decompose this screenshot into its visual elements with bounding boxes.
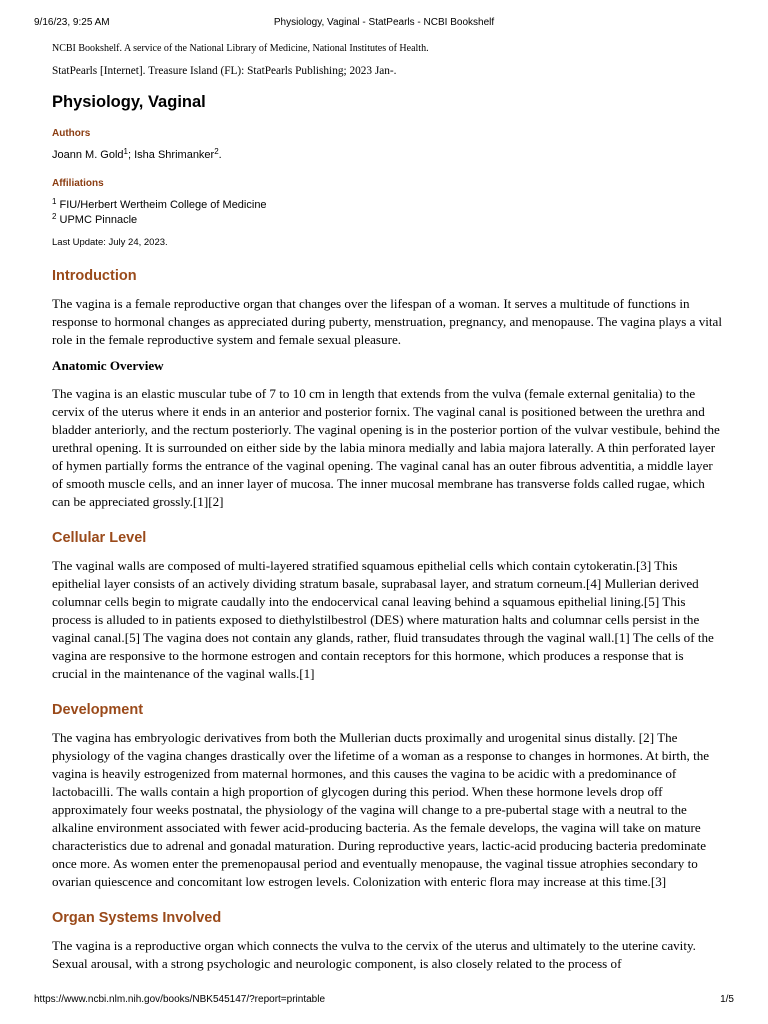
- authors-list: [52, 148, 722, 162]
- authors-end: .: [218, 149, 222, 161]
- print-page-title: Physiology, Vaginal - StatPearls - NCBI Bookshelf: [273, 17, 495, 28]
- section-heading-organ-systems: Organ Systems Involved: [52, 910, 222, 926]
- page-title: Physiology, Vaginal: [52, 93, 206, 111]
- authors-heading: Authors: [52, 128, 91, 139]
- author-name[interactable]: Isha Shrimanker: [134, 149, 215, 161]
- affiliation-text: FIU/Herbert Wertheim College of Medicine: [56, 199, 267, 211]
- author-name[interactable]: Joann M. Gold: [52, 149, 124, 161]
- print-header: [34, 17, 734, 31]
- affiliation-ref: 1: [123, 147, 128, 156]
- affiliation-text: UPMC Pinnacle: [56, 214, 138, 226]
- affiliation-number: 2: [52, 212, 57, 221]
- section-heading-introduction: Introduction: [52, 268, 137, 284]
- section-heading-development: Development: [52, 702, 144, 718]
- print-page-number: 1/5: [720, 994, 734, 1005]
- affiliation-item: [52, 213, 722, 228]
- last-update: Last Update: July 24, 2023.: [52, 237, 168, 248]
- affiliation-ref: 2: [214, 147, 219, 156]
- anatomic-overview-paragraph: The vagina is an elastic muscular tube of 7 to 10 cm in length that extends from the vulva (female external genitalia) to the cervix of the uterus where it ends in an anterior and posterior fornix. The vaginal canal is positioned between the urethra and bladder anteriorly, and the rectum posteriorly. The vaginal opening is in the posterior portion of the vulvar vestibule, behind the urethral opening. It is surrounded on either side by the labia minora medially and labia majora laterally. A thin perforated layer of hymen partially forms the entrance of the vaginal opening. The vaginal canal has an outer fibrous adventitia, a middle layer of smooth muscle cells, and an inner layer of mucosa. The inner mucosal membrane has transverse folds called rugae, which can be appreciated grossly.[1][2]: [52, 386, 720, 509]
- introduction-paragraph: The vagina is a female reproductive organ that changes over the lifespan of a woman. It serves a multitude of functions in response to hormonal changes as appreciated during puberty, menstruation, pregnancy, and menopause. The vagina plays a vital role in the female reproductive system and female sexual pleasure.: [52, 296, 722, 347]
- section-heading-cellular: Cellular Level: [52, 530, 147, 546]
- affiliation-number: 1: [52, 197, 57, 206]
- author-separator: ;: [128, 149, 135, 161]
- print-datetime: 9/16/23, 9:25 AM: [34, 17, 110, 28]
- document-body: [52, 42, 722, 973]
- cellular-paragraph: The vaginal walls are composed of multi-layered stratified squamous epithelial cells which contain cytokeratin.[3] This epithelial layer consists of an actively dividing stratum basale, suprabasal layer, and stratum corneum.[4] Mullerian derived columnar cells begin to migrate caudally into the endocervical canal leaving behind a squamous epithelial lining.[5] This process is alluded to in patients exposed to diethylstilbestrol (DES) where maturation halts and columnar cells persist in the vaginal canal.[5] The vagina does not contain any glands, rather, fluid transudates through the vaginal wall.[1] The cells of the vagina are responsive to the hormone estrogen and contain receptors for this hormone, which produces a response that is crucial in the maintenance of the vaginal walls.[1]: [52, 558, 714, 681]
- affiliations-heading: Affiliations: [52, 178, 104, 189]
- affiliation-item: [52, 198, 722, 213]
- print-url: https://www.ncbi.nlm.nih.gov/books/NBK545147/?report=printable: [34, 994, 326, 1005]
- development-paragraph: The vagina has embryologic derivatives from both the Mullerian ducts proximally and urogenital sinus distally. [2] The physiology of the vagina changes drastically over the lifetime of a woman as a response to changes in hormones. At birth, the vagina is heavily estrogenized from maternal hormones, and this causes the vagina to be acidic with a predominance of lactobacilli. The walls contain a high proportion of glycogen during this period. When these hormone levels drop off approximately four weeks postnatal, the physiology of the vagina will change to a pre-pubertal stage with a neutral to the alkaline environment associated with fewer acid-producing bacteria. As the female develops, the vagina will take on mature characteristics due to adrenal and gonadal maturation. During reproductive years, lactic-acid producing bacteria predominate once more. As women enter the premenopausal period and eventually menopause, the vaginal tissue atrophies secondary to ovarian quiescence and concomitant low estrogen levels. Colonization with enteric flora may increase at this time.[3]: [52, 730, 710, 889]
- bookshelf-note: NCBI Bookshelf. A service of the National Library of Medicine, National Institutes of Health.: [52, 43, 429, 54]
- anatomic-overview-heading: Anatomic Overview: [52, 358, 164, 373]
- organ-systems-paragraph: The vagina is a reproductive organ which connects the vulva to the cervix of the uterus and ultimately to the uterine cavity. Sexual arousal, with a strong psychologic and neurologic component, is also closely related to the process of: [52, 938, 696, 971]
- print-footer: [34, 994, 734, 1008]
- citation: StatPearls [Internet]. Treasure Island (FL): StatPearls Publishing; 2023 Jan-.: [52, 65, 397, 77]
